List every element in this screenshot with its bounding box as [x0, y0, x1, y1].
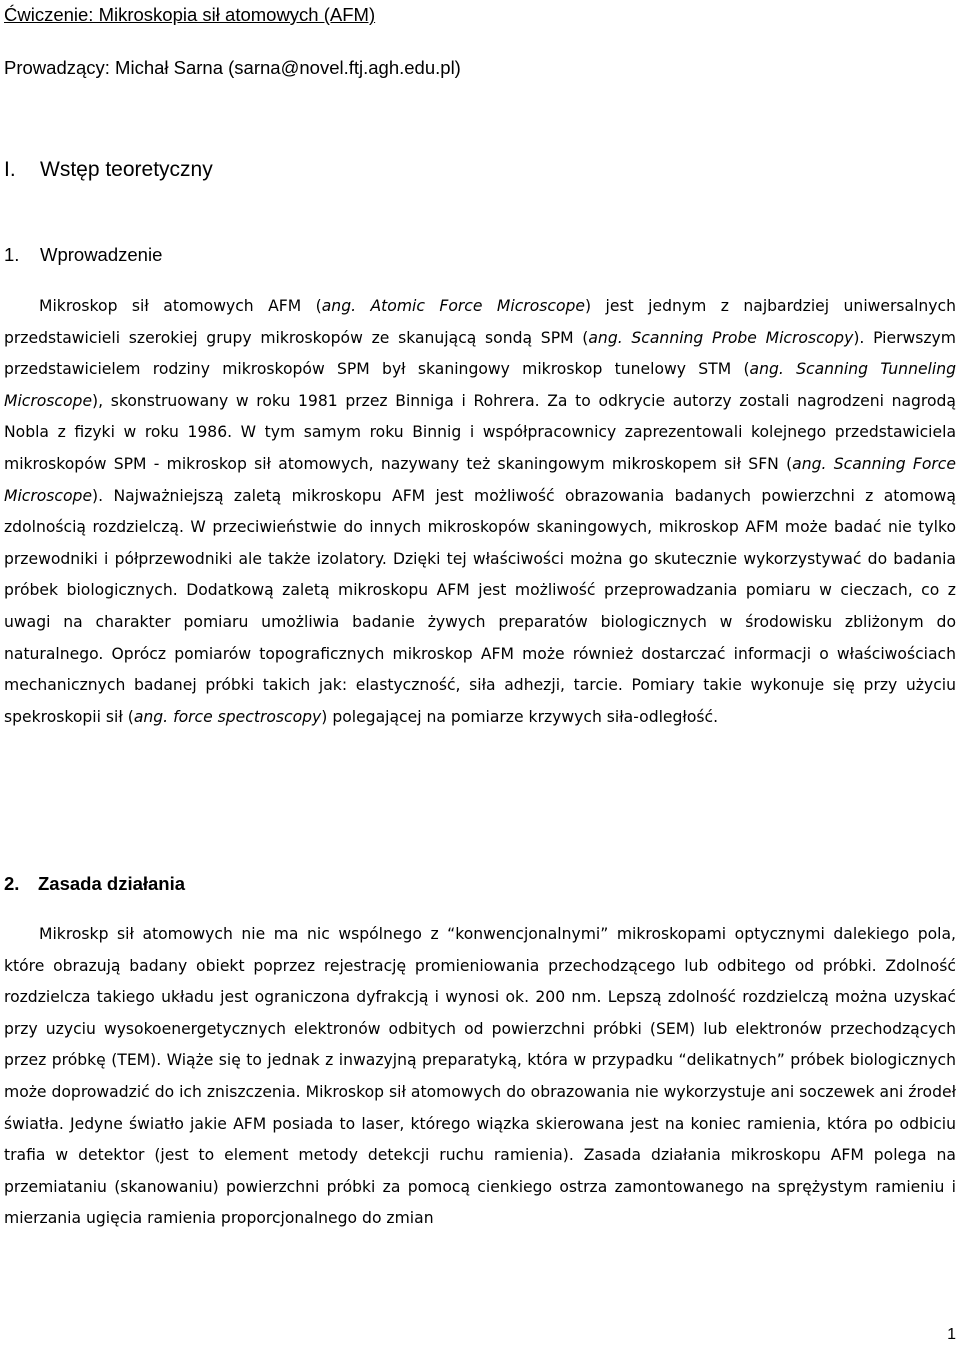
subsection-number: 2.	[4, 873, 20, 894]
subsection-heading-intro	[4, 244, 162, 266]
italic-run: ang. Atomic Force Microscope	[321, 297, 585, 315]
page-number: 1	[947, 1326, 956, 1343]
subsection-heading-principle	[4, 873, 185, 895]
text-run: Mikroskop sił atomowych AFM (	[39, 297, 322, 315]
principle-paragraph	[4, 919, 956, 1235]
document-title: Ćwiczenie: Mikroskopia sił atomowych (AFM)	[4, 4, 376, 25]
subsection-number: 1.	[4, 244, 20, 265]
principle-paragraph-text: Mikroskp sił atomowych nie ma nic wspólnego z “konwencjonalnymi” mikroskopami optycznymi dalekiego pola, które obrazują badany obiekt poprzez rejestrację promieniowania przechodzącego lub odbitego od próbki. Zdolność rozdzielcza takiego układu jest ograniczona dyfrakcją i wynosi ok. 200 nm. Lepszą zdolność rozdzielczą można uzyskać przy uzyciu wysokoenergetycznych elektronów odbitych od powierzchni próbki (SEM) lub elektronów przechodzących przez próbkę (TEM). Wiąże się to jednak z inwazyjną preparatyką, która w przypadku “delikatnych” próbek biologicznych może doprowadzić do ich zniszczenia. Mikroskop sił atomowych do obrazowania nie wykorzystuje ani soczewek ani źrodeł światła. Jedyne światło jakie AFM posiada to laser, którego wiązka skierowana jest na koniec ramienia, która po odbiciu trafia w detektor (jest to element metody detekcji ruchu ramienia). Zasada działania mikroskopu AFM polega na przemiataniu (skanowaniu) powierzchni próbki za pomocą cienkiego ostrza zamontowanego na sprężystym ramieniu i mierzania ugięcia ramienia proporcjonalnego do zmian	[4, 925, 956, 1228]
instructor-line: Prowadzący: Michał Sarna (sarna@novel.ftj.agh.edu.pl)	[4, 57, 461, 78]
italic-run: ang. Scanning Tunneling Microscope	[4, 360, 956, 410]
italic-run: ang. force spectroscopy	[133, 707, 322, 726]
italic-run: ang. Scanning Probe Microscopy	[588, 328, 854, 347]
text-run: ), skonstruowany w roku 1981 przez Binniga i Rohrera. Za to odkrycie autorzy zostali nagrodzeni nagrodą Nobla z fizyki w roku 1986. W tym samym roku Binnig i współpracownicy zaprezentowali kolejnego przedstawiciela mikroskopów SPM - mikroskop sił atomowych, nazywany też skaningowym mikroskopem sił SFN (	[4, 391, 956, 473]
subsection-title: Wprowadzenie	[40, 244, 163, 265]
text-run: ) jest jednym z najbardziej uniwersalnych przedstawicieli szerokiej grupy mikroskopów ze skanującą sondą SPM (	[4, 297, 956, 347]
document-page	[4, 0, 956, 1347]
text-run: ). Pierwszym przedstawicielem rodziny mikroskopów SPM był skaningowy mikroskop tunelowy STM (	[4, 328, 956, 379]
italic-run: ang. Scanning Force Microscope	[4, 454, 956, 505]
subsection-title: Zasada działania	[38, 873, 186, 894]
text-run: ). Najważniejszą zaletą mikroskopu AFM jest możliwość obrazowania badanych powierzchni z atomową zdolnością rozdzielczą. W przeciwieństwie do innych mikroskopów skaningowych, mikroskop AFM może badać nie tylko przewodniki i półprzewodniki ale także izolatory. Dzięki tej właściwości można go skutecznie wykorzystywać do badania próbek biologicznych. Dodatkową zaletą mikroskopu AFM jest możliwość przeprowadzania pomiaru w cieczach, co z uwagi na charakter pomiaru umożliwia badanie żywych preparatów biologicznych w środowisku zbliżonym do naturalnego. Oprócz pomiarów topograficznych mikroskop AFM może również dostarczać informacji o właściwościach mechanicznych badanej próbki takich jak: elastyczność, siła adhezji, tarcie. Pomiary takie wykonuje się przy użyciu spekroskopii sił (	[4, 486, 956, 726]
intro-paragraph	[4, 291, 956, 733]
section-title: Wstęp teoretyczny	[40, 158, 213, 181]
text-run: ) polegającej na pomiarze krzywych siła-odległość.	[321, 707, 719, 726]
section-heading	[4, 158, 213, 182]
section-number: I.	[4, 158, 16, 181]
